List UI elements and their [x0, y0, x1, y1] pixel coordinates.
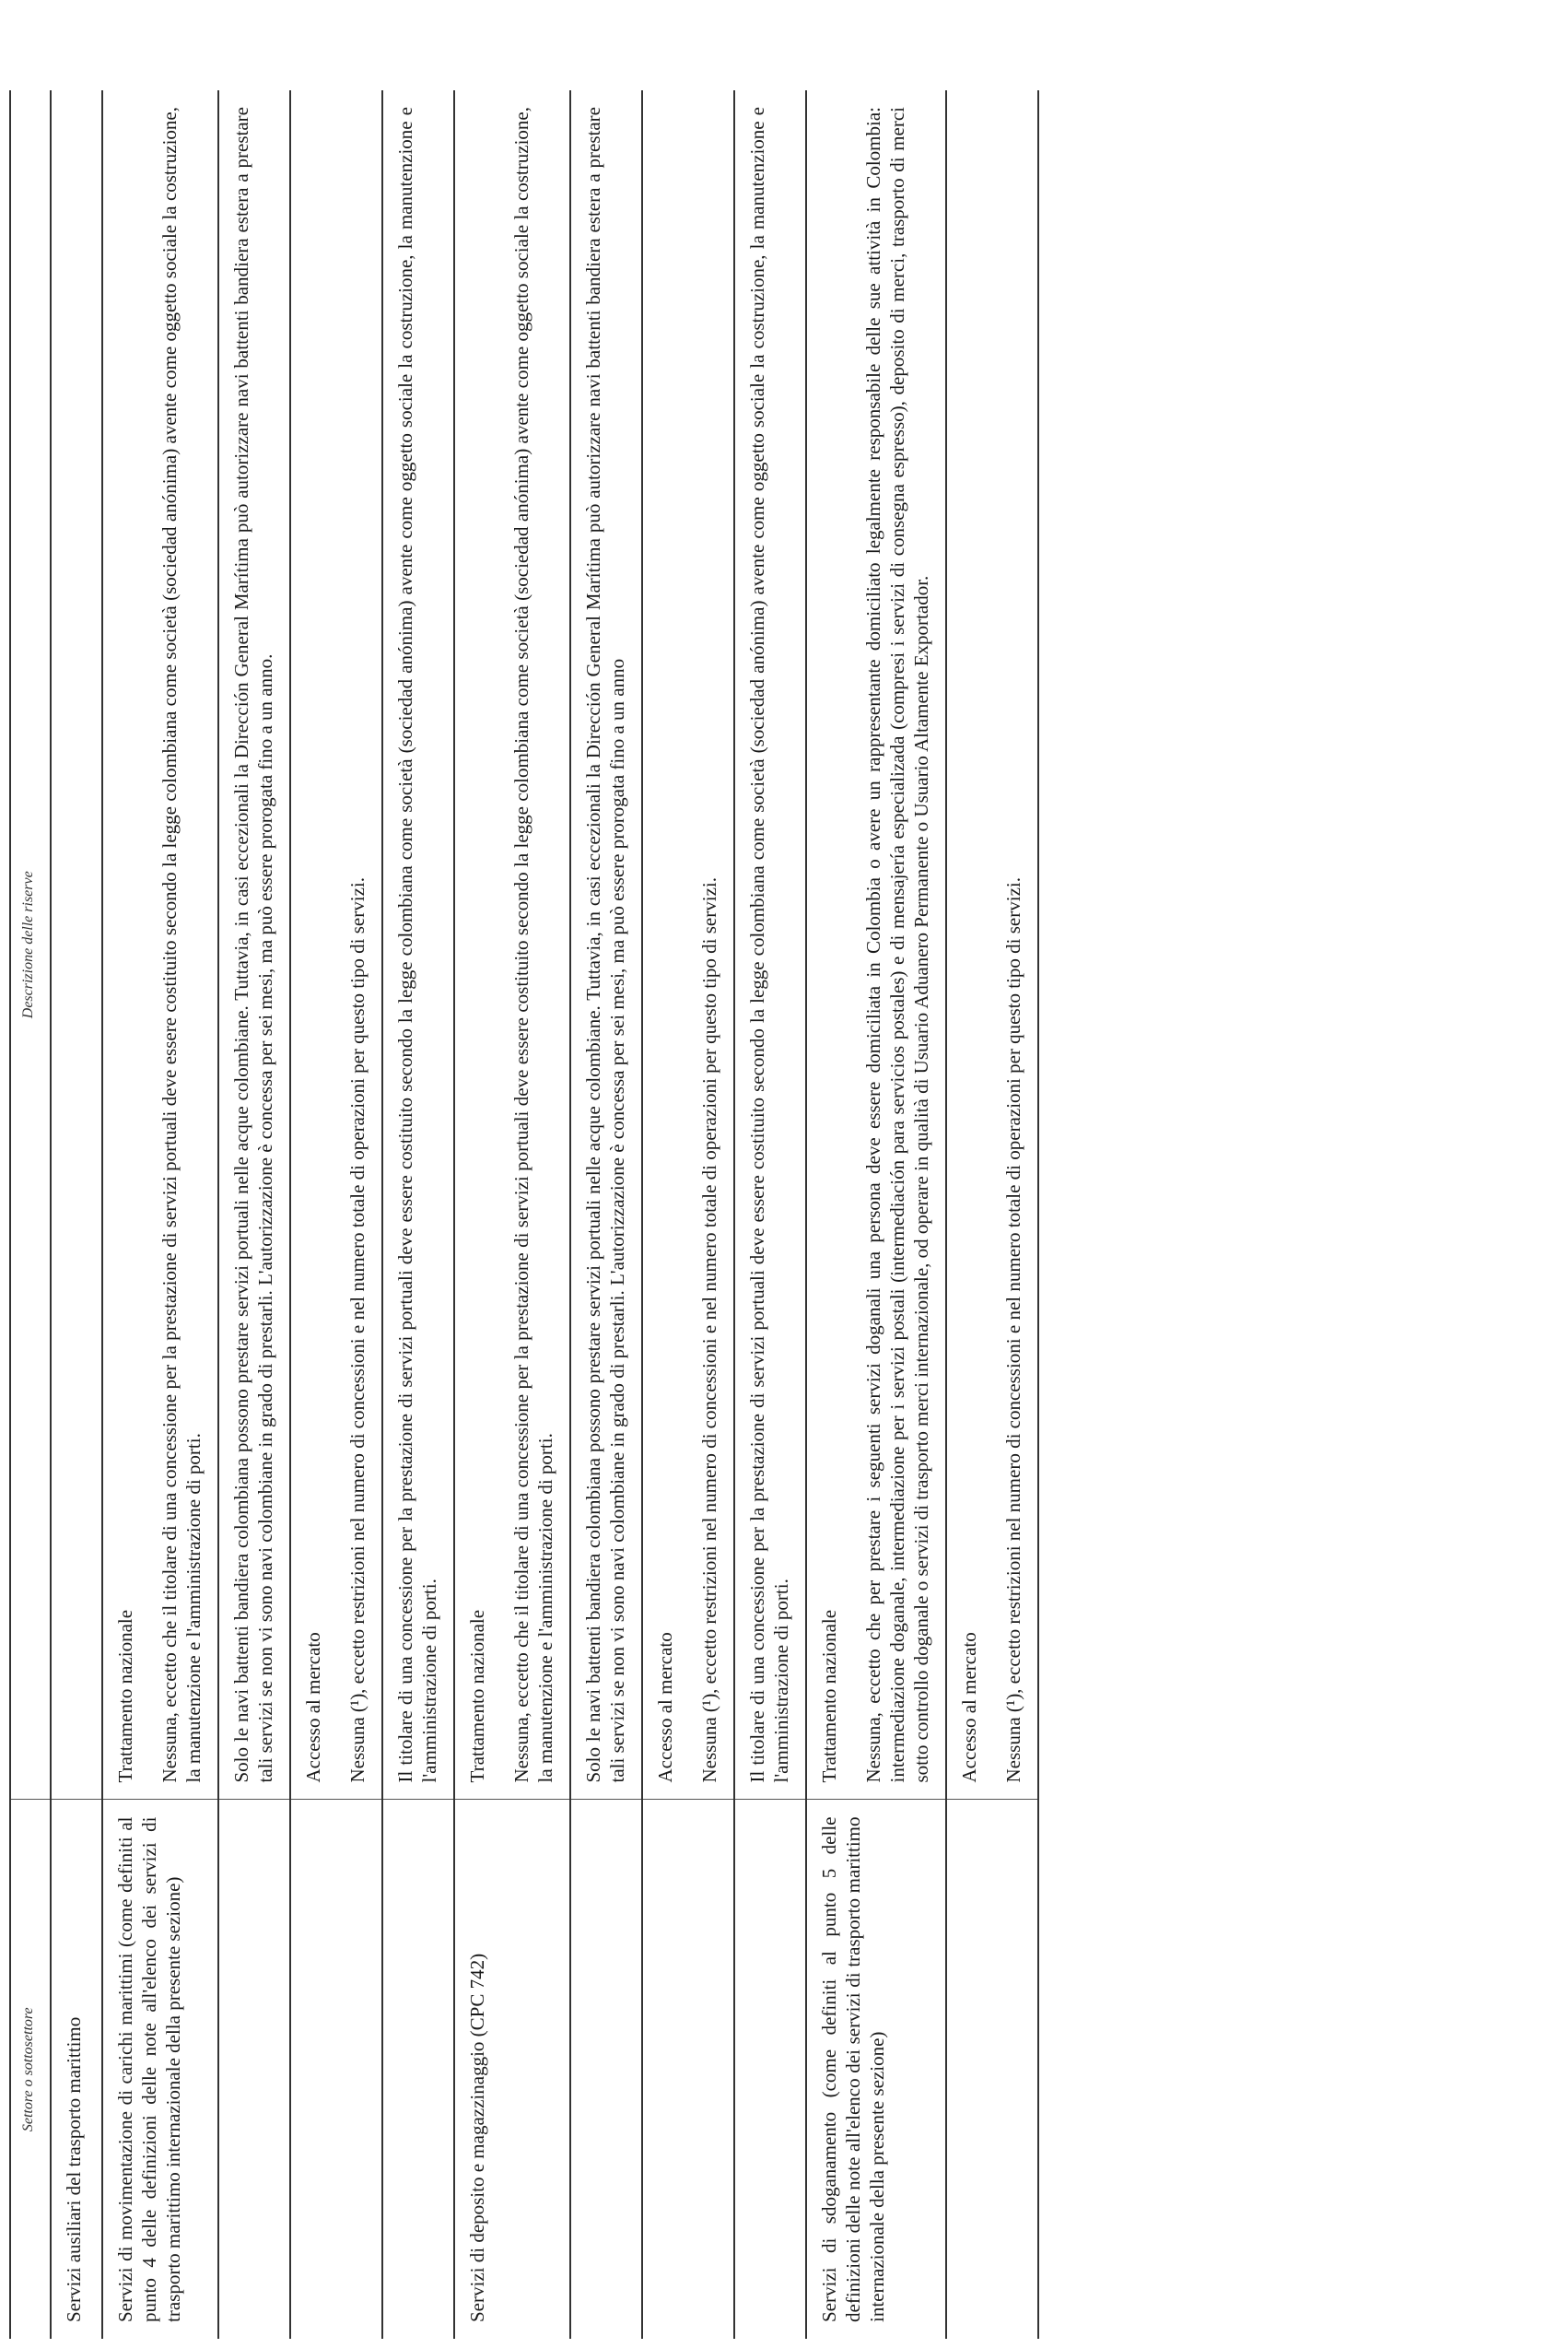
- sector-cell: [946, 1800, 1038, 2339]
- description-paragraph: Nessuna, eccetto che il titolare di una concessione per la prestazione di servizi portuali deve essere costituito secondo la legge colombiana come società (sociedad anónima) avente come oggetto sociale la costruzione, la manutenzione e l'amministrazione di porti.: [158, 107, 205, 1783]
- sector-cell: [642, 1800, 734, 2339]
- table-header-row: [10, 90, 51, 2339]
- sector-cell: [290, 1800, 382, 2339]
- table-row: [734, 90, 806, 2339]
- description-paragraph: Nessuna, eccetto che il titolare di una concessione per la prestazione di servizi portuali deve essere costituito secondo la legge colombiana come società (sociedad anónima) avente come oggetto sociale la costruzione, la manutenzione e l'amministrazione di porti.: [510, 107, 556, 1783]
- description-cell: [570, 90, 642, 1800]
- description-cell: [382, 90, 454, 1800]
- description-cell: [806, 90, 946, 1800]
- description-cell: [218, 90, 290, 1800]
- description-paragraph: Accesso al mercato: [654, 1632, 676, 1783]
- table-body: [51, 90, 1038, 2339]
- description-paragraph: Solo le navi battenti bandiera colombiana possono prestare servizi portuali nelle acque colombiane. Tuttavia, in casi eccezionali la Dirección General Marítima può autorizzare navi battenti bandiera estera a prestare tali servizi se non vi sono navi colombiane in grado di prestarli. L'autorizzazione è concessa per sei mesi, ma può essere prorogata fino a un anno.: [230, 107, 276, 1783]
- description-paragraph: Trattamento nazionale: [818, 1609, 840, 1783]
- sector-cell: [570, 1800, 642, 2339]
- table-row: [102, 90, 218, 2339]
- description-paragraph: Nessuna (¹), eccetto restrizioni nel numero di concessioni e nel numero totale di operazioni per questo tipo di servizi.: [346, 877, 369, 1783]
- description-paragraph: Nessuna, eccetto che per prestare i seguenti servizi doganali una persona deve essere domiciliata in Colombia o avere un rappresentante domiciliato legalmente responsabile delle sue attività in Colombia: intermediazione doganale, intermediazione per i servizi postali (intermediación para servicios postales) e di mensajería especializada (compresi i servizi di consegna espresso), deposito di merci, trasporto di merci sotto controllo doganale o servizi di trasporto merci internazionale, od operare in qualità di Usuario Aduanero Permanente o Usuario Altamente Exportador.: [862, 107, 932, 1783]
- table-row: [946, 90, 1038, 2339]
- table-row: [806, 90, 946, 2339]
- sector-cell: Servizi di sdoganamento (come definiti al punto 5 delle definizioni delle note all'elenco dei servizi di trasporto marittimo internazionale della presente sezione): [806, 1800, 946, 2339]
- description-cell: [290, 90, 382, 1800]
- description-paragraph: Accesso al mercato: [958, 1632, 980, 1783]
- description-cell: [946, 90, 1038, 1800]
- table-row: [290, 90, 382, 2339]
- sector-cell: [734, 1800, 806, 2339]
- sector-cell: [218, 1800, 290, 2339]
- description-cell: [102, 90, 218, 1800]
- description-paragraph: Il titolare di una concessione per la prestazione di servizi portuali deve essere costituito secondo la legge colombiana come società (sociedad anónima) avente come oggetto sociale la costruzione, la manutenzione e l'amministrazione di porti.: [394, 107, 440, 1783]
- description-cell: [642, 90, 734, 1800]
- sector-cell: [382, 1800, 454, 2339]
- table-row: [51, 90, 102, 2339]
- table-row: [570, 90, 642, 2339]
- description-paragraph: Trattamento nazionale: [466, 1609, 488, 1783]
- description-cell: [51, 90, 102, 1800]
- table-row: [642, 90, 734, 2339]
- description-column-header: Descrizione delle riserve: [10, 90, 51, 1800]
- description-cell: [454, 90, 570, 1800]
- table-row: [218, 90, 290, 2339]
- sector-cell: Servizi di movimentazione di carichi marittimi (come definiti al punto 4 delle definizioni delle note all'elenco dei servizi di trasporto marittimo internazionale della presente sezione): [102, 1800, 218, 2339]
- reserves-table: [9, 90, 1039, 2339]
- table-row: [454, 90, 570, 2339]
- description-paragraph: Accesso al mercato: [302, 1632, 324, 1783]
- sector-column-header: Settore o sottosettore: [10, 1800, 51, 2339]
- sector-cell: Servizi ausiliari del trasporto marittimo: [51, 1800, 102, 2339]
- sector-cell: Servizi di deposito e magazzinaggio (CPC 742): [454, 1800, 570, 2339]
- description-paragraph: Nessuna (¹), eccetto restrizioni nel numero di concessioni e nel numero totale di operazioni per questo tipo di servizi.: [698, 877, 720, 1783]
- description-paragraph: Il titolare di una concessione per la prestazione di servizi portuali deve essere costituito secondo la legge colombiana come società (sociedad anónima) avente come oggetto sociale la costruzione, la manutenzione e l'amministrazione di porti.: [746, 107, 792, 1783]
- description-paragraph: Solo le navi battenti bandiera colombiana possono prestare servizi portuali nelle acque colombiane. Tuttavia, in casi eccezionali la Dirección General Marítima può autorizzare navi battenti bandiera estera a prestare tali servizi se non vi sono navi colombiane in grado di prestarli. L'autorizzazione è concessa per sei mesi, ma può essere prorogata fino a un anno: [582, 107, 628, 1783]
- table-row: [382, 90, 454, 2339]
- description-paragraph: Nessuna (¹), eccetto restrizioni nel numero di concessioni e nel numero totale di operazioni per questo tipo di servizi.: [1002, 877, 1024, 1783]
- description-paragraph: Trattamento nazionale: [114, 1609, 136, 1783]
- description-cell: [734, 90, 806, 1800]
